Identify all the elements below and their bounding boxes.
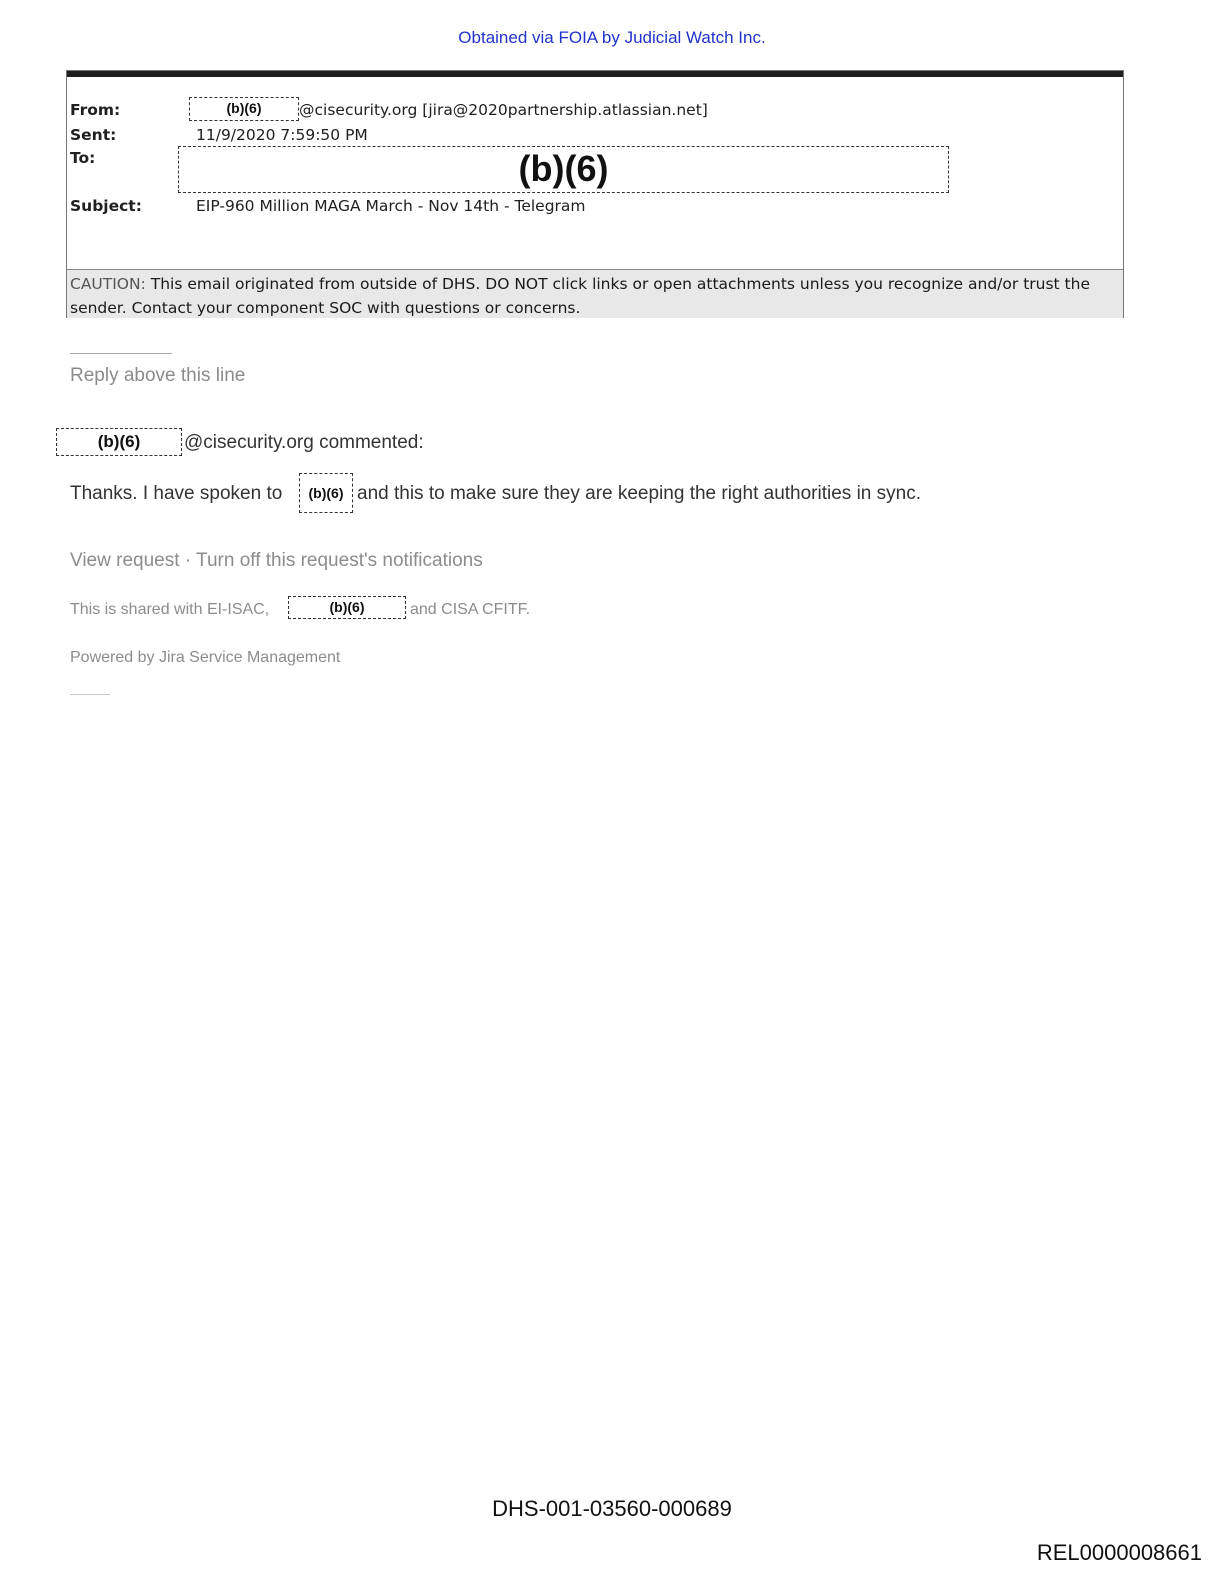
reply-above-line: Reply above this line [70, 365, 246, 386]
link-separator: · [179, 550, 197, 571]
shared-redaction: (b)(6) [288, 596, 406, 619]
header-top-rule [67, 71, 1123, 77]
turn-off-notifications-link[interactable]: Turn off this request's notifications [196, 550, 483, 571]
sent-label: Sent: [70, 126, 117, 144]
commented-text: @cisecurity.org commented: [184, 432, 424, 453]
reply-rule [70, 353, 172, 354]
comment-redaction: (b)(6) [299, 473, 353, 513]
bates-number: DHS-001-03560-000689 [492, 1496, 732, 1521]
shared-text-end: and CISA CFITF. [410, 601, 531, 618]
subject-value: EIP-960 Million MAGA March - Nov 14th - Telegram [196, 197, 586, 215]
email-header [66, 70, 1124, 318]
commenter-redaction: (b)(6) [56, 428, 182, 456]
caution-word: CAUTION: [70, 275, 146, 293]
view-request-link[interactable]: View request [70, 550, 180, 571]
footer-rule [70, 694, 110, 695]
request-links [70, 550, 483, 572]
from-value: @cisecurity.org [jira@2020partnership.atlassian.net] [299, 101, 708, 119]
foia-banner: Obtained via FOIA by Judicial Watch Inc. [458, 28, 766, 47]
caution-text: This email originated from outside of DHS. DO NOT click links or open attachments unless you recognize and/or trust the sender. Contact your component SOC with questions or concerns. [70, 275, 1090, 317]
comment-text-start: Thanks. I have spoken to [70, 483, 283, 504]
caution-notice [67, 269, 1123, 318]
rel-id: REL0000008661 [1036, 1540, 1202, 1565]
from-label: From: [70, 101, 121, 119]
powered-by: Powered by Jira Service Management [70, 649, 341, 666]
to-redaction: (b)(6) [178, 146, 949, 193]
comment-text-end: and this to make sure they are keeping the right authorities in sync. [357, 483, 921, 504]
from-redaction: (b)(6) [189, 97, 299, 121]
shared-text-start: This is shared with EI-ISAC, [70, 601, 270, 618]
subject-label: Subject: [70, 197, 142, 215]
to-label: To: [70, 149, 96, 167]
sent-value: 11/9/2020 7:59:50 PM [196, 126, 368, 144]
